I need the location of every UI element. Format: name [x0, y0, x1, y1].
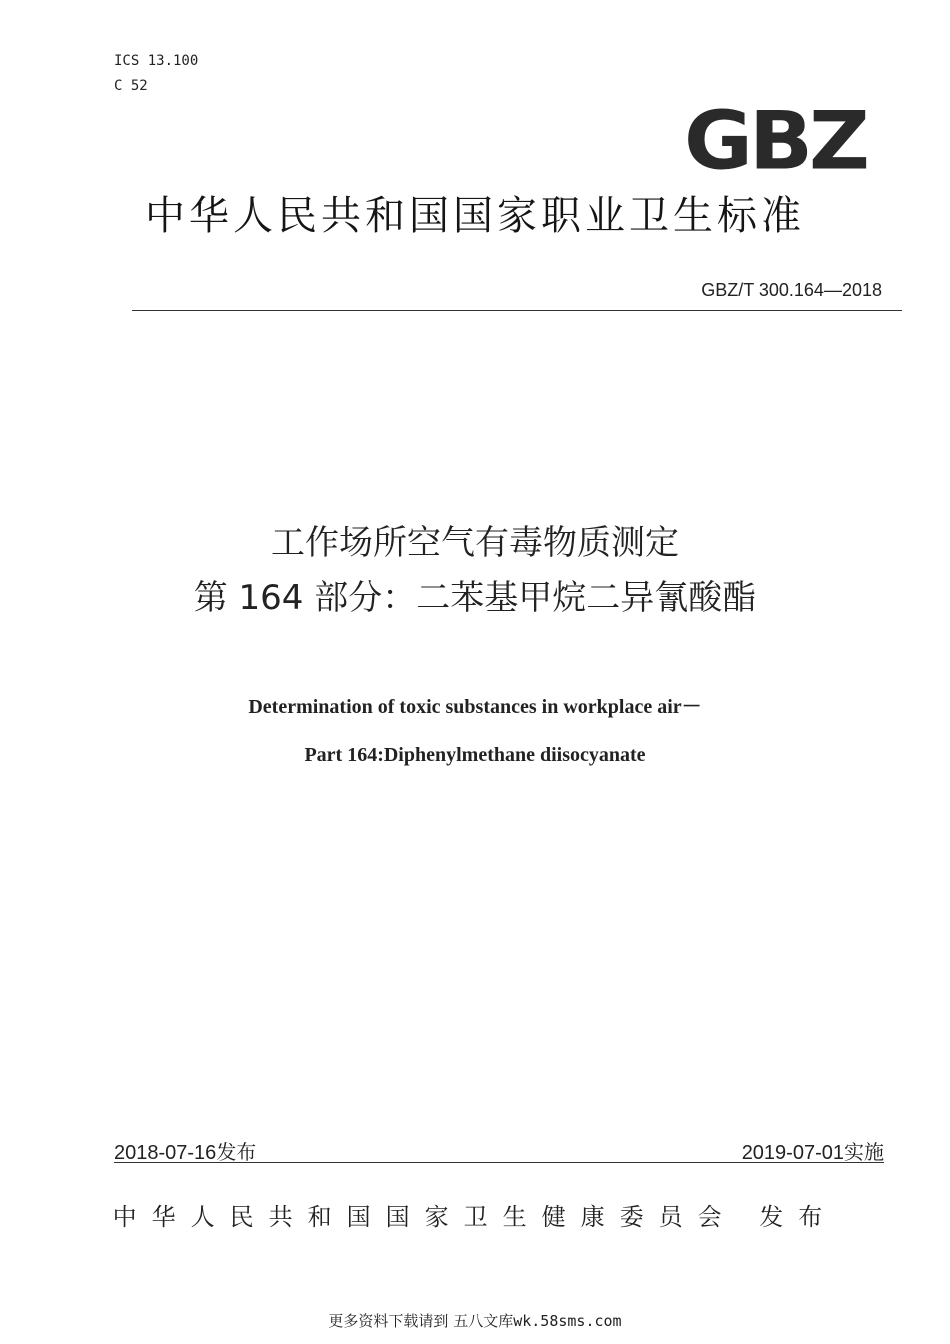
standard-number: GBZ/T 300.164—2018 [701, 280, 882, 300]
issuing-authority: 中华人民共和国国家卫生健康委员会 发布 [112, 1203, 838, 1231]
ics-code: ICS 13.100 [114, 53, 199, 69]
implement-date: 2019-07-01 [741, 1142, 844, 1164]
chinese-title-line2: 第 164 部分：二苯基甲烷二异氰酸酯 [193, 578, 757, 618]
english-title-line1: Determination of toxic substances in workplace air－ [248, 696, 702, 718]
english-title-line2: Part 164:Diphenylmethane diisocyanate [304, 744, 646, 766]
publish-date: 2018-07-16 [114, 1142, 217, 1164]
implement-label: 实施 [844, 1140, 884, 1164]
chinese-title-line1: 工作场所空气有毒物质测定 [271, 523, 679, 563]
ccs-code: C 52 [114, 78, 148, 94]
footer-divider [114, 1162, 884, 1163]
publish-date-block [114, 1136, 256, 1165]
publish-label: 发布 [216, 1140, 257, 1164]
implement-date-block [742, 1136, 884, 1165]
footer-text: 更多资料下载请到 五八文库 [328, 1312, 514, 1330]
gbz-logo: GBZ [684, 94, 866, 188]
standard-type-title: 中华人民共和国国家职业卫生标准 [145, 193, 805, 239]
header-divider [132, 310, 902, 311]
footer-site-link[interactable]: wk.58sms.com [513, 1312, 622, 1330]
classification-codes [114, 49, 198, 99]
download-footer [0, 1310, 950, 1331]
